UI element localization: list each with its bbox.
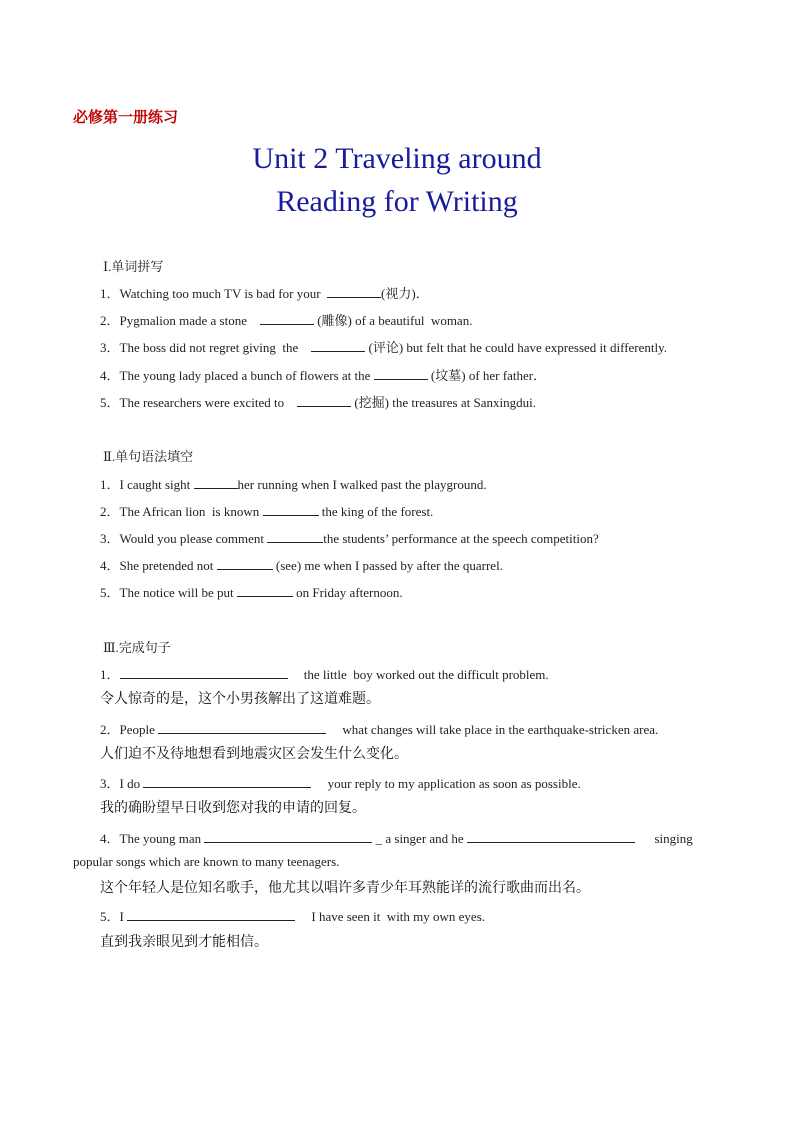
answer-blank[interactable] [158, 722, 326, 734]
answer-blank[interactable] [311, 340, 365, 352]
question-line: 5．I I have seen it with my own eyes. [100, 909, 486, 924]
question-line: 4．The young lady placed a bunch of flowers at the (坟墓) of her father． [100, 368, 547, 383]
answer-blank[interactable] [194, 477, 238, 489]
section-heading: Ⅲ.完成句子 [103, 640, 171, 655]
answer-blank[interactable] [263, 504, 319, 516]
answer-blank[interactable] [467, 831, 635, 843]
question-line: 5．The researchers were excited to (挖掘) the treasures at Sanxingdui. [100, 395, 536, 410]
answer-blank[interactable] [327, 286, 381, 298]
question-line: 2．People what changes will take place in the earthquake-stricken area. [100, 722, 659, 737]
question-line: 3．Would you please comment the students’ performance at the speech competition? [100, 531, 599, 546]
question-line: 1．Watching too much TV is bad for your (视力)． [100, 286, 429, 301]
page-tag: 必修第一册练习 [73, 108, 179, 126]
chinese-translation: 令人惊奇的是，这个小男孩解出了这道难题。 [100, 691, 380, 707]
answer-blank[interactable] [143, 776, 311, 788]
section-heading: Ⅰ.单词拼写 [103, 259, 164, 274]
question-line: 5．The notice will be put on Friday afternoon. [100, 585, 403, 600]
question-line: 2．Pygmalion made a stone (雕像) of a beautiful woman. [100, 313, 473, 328]
question-line: 3．I do your reply to my application as soon as possible. [100, 776, 581, 791]
question-line: 4．The young man _ a singer and he singing [100, 831, 693, 846]
answer-blank[interactable] [374, 368, 428, 380]
answer-blank[interactable] [217, 558, 273, 570]
question-line: 4．She pretended not (see) me when I passed by after the quarrel. [100, 558, 503, 573]
question-line: 1．I caught sight her running when I walked past the playground. [100, 477, 487, 492]
chinese-translation: 我的确盼望早日收到您对我的申请的回复。 [100, 800, 366, 816]
answer-blank[interactable] [267, 531, 323, 543]
chinese-translation: 这个年轻人是位知名歌手，他尤其以唱许多青少年耳熟能详的流行歌曲而出名。 [100, 880, 590, 896]
answer-blank[interactable] [204, 831, 372, 843]
question-line: 1． the little boy worked out the difficult problem. [100, 667, 549, 682]
answer-blank[interactable] [237, 585, 293, 597]
section-heading: Ⅱ.单句语法填空 [103, 449, 194, 464]
chinese-translation: 人们迫不及待地想看到地震灾区会发生什么变化。 [100, 746, 408, 762]
page-subtitle: Reading for Writing [276, 185, 518, 218]
answer-blank[interactable] [260, 313, 314, 325]
answer-blank[interactable] [297, 395, 351, 407]
answer-blank[interactable] [127, 909, 295, 921]
answer-blank[interactable] [120, 667, 288, 679]
page-title: Unit 2 Traveling around [252, 142, 542, 175]
question-line: 3．The boss did not regret giving the (评论) but felt that he could have expressed it differently. [100, 340, 668, 355]
chinese-translation: 直到我亲眼见到才能相信。 [100, 934, 268, 950]
question-line: 2．The African lion is known the king of the forest. [100, 504, 434, 519]
question-continuation: popular songs which are known to many teenagers. [73, 854, 340, 869]
